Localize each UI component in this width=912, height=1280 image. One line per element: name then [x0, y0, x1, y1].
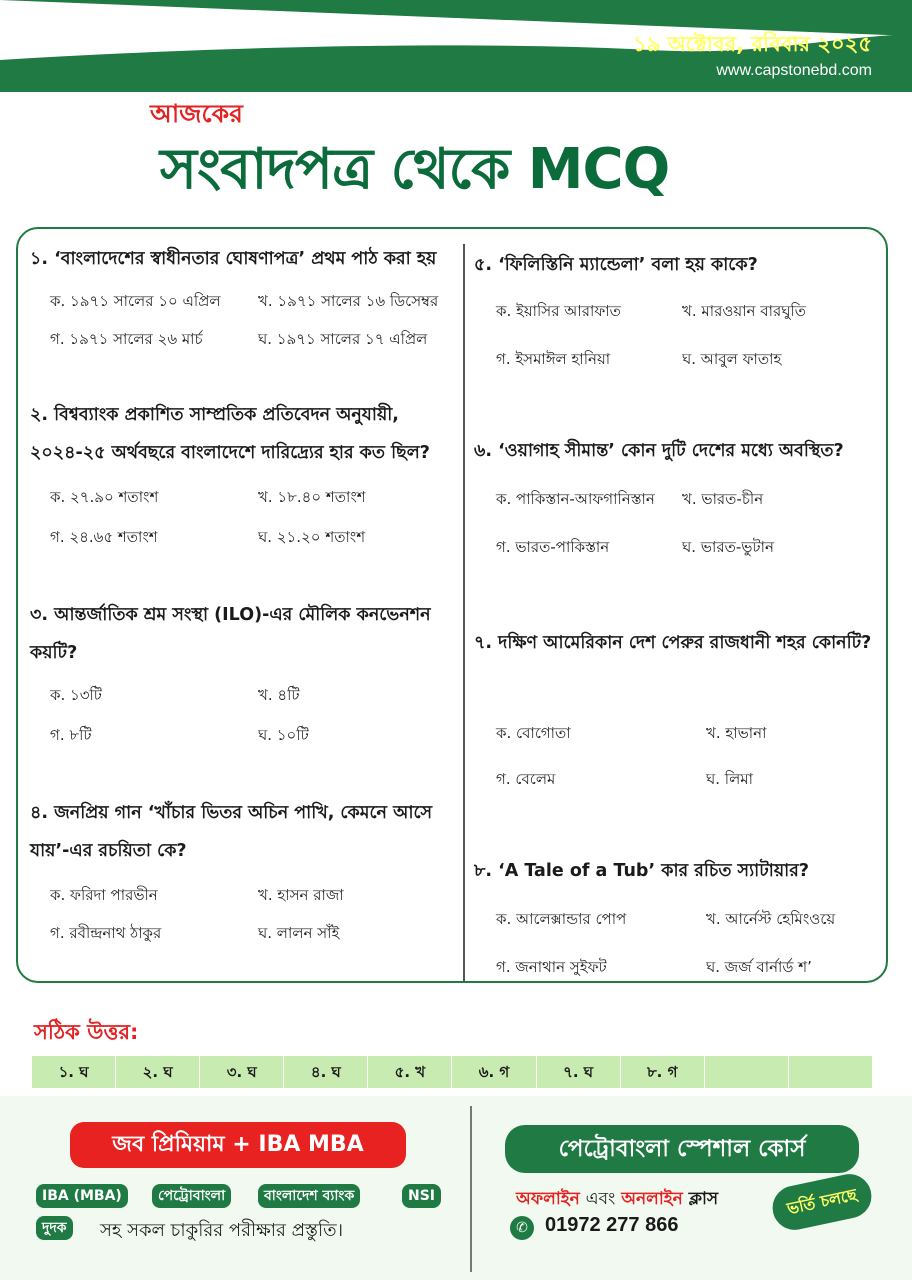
answer-cell: ৮. গ: [621, 1056, 705, 1088]
question-5: ৫. ‘ফিলিস্তিনি ম্যান্ডেলা’ বলা হয় কাকে?: [474, 255, 758, 275]
tag-nsi[interactable]: NSI: [402, 1184, 441, 1208]
class-label: ক্লাস: [688, 1189, 719, 1209]
q4-option-c[interactable]: গ. রবীন্দ্রনাথ ঠাকুর: [50, 924, 162, 942]
q2-option-d[interactable]: ঘ. ২১.২০ শতাংশ: [258, 528, 366, 546]
q4-option-a[interactable]: ক. ফরিদা পারভীন: [50, 886, 158, 904]
q8-option-b[interactable]: খ. আর্নেস্ট হেমিংওয়ে: [706, 910, 836, 928]
question-8: ৮. ‘A Tale of a Tub’ কার রচিত স্যাটায়ার?: [474, 861, 810, 881]
q4-option-d[interactable]: ঘ. লালন সাঁই: [258, 924, 340, 942]
tag-petrobangla[interactable]: পেট্রোবাংলা: [152, 1184, 231, 1208]
q3-option-c[interactable]: গ. ৮টি: [50, 726, 92, 744]
q7-option-d[interactable]: ঘ. লিমা: [706, 770, 753, 788]
answer-cell: ৬. গ: [452, 1056, 536, 1088]
class-mode-line: [516, 1186, 718, 1214]
answer-cell: ১. ঘ: [32, 1056, 116, 1088]
page-title: সংবাদপত্র থেকে MCQ: [160, 137, 670, 202]
tag-dudok[interactable]: দুদক: [36, 1216, 73, 1240]
q7-option-c[interactable]: গ. বেলেম: [496, 770, 556, 788]
q8-option-d[interactable]: ঘ. জর্জ বার্নার্ড শ’: [706, 958, 812, 976]
answer-cell: ৭. ঘ: [537, 1056, 621, 1088]
q5-option-a[interactable]: ক. ইয়াসির আরাফাত: [496, 302, 621, 320]
q3-option-a[interactable]: ক. ১৩টি: [50, 686, 102, 704]
brand-logo: CAPSTONE: [16, 8, 168, 38]
prep-text: সহ সকল চাকুরির পরীক্ষার প্রস্তুতি।: [100, 1220, 344, 1241]
q3-option-d[interactable]: ঘ. ১০টি: [258, 726, 309, 744]
q6-option-a[interactable]: ক. পাকিস্তান-আফগানিস্তান: [496, 490, 655, 508]
phone-icon: ✆: [510, 1216, 534, 1240]
q2-option-b[interactable]: খ. ১৮.৪০ শতাংশ: [258, 488, 366, 506]
q5-option-d[interactable]: ঘ. আবুল ফাতাহ: [682, 350, 782, 368]
answer-cell-empty: [789, 1056, 872, 1088]
column-divider: [463, 244, 465, 982]
answer-cell: ৫. খ: [368, 1056, 452, 1088]
q1-option-b[interactable]: খ. ১৯৭১ সালের ১৬ ডিসেম্বর: [258, 292, 439, 310]
tag-bangladesh-bank[interactable]: বাংলাদেশ ব্যাংক: [258, 1184, 360, 1208]
answers-row: [32, 1056, 872, 1088]
petrobangla-course-banner[interactable]: পেট্রোবাংলা স্পেশাল কোর্স: [505, 1125, 859, 1173]
question-6: ৬. ‘ওয়াগাহ সীমান্ত’ কোন দুটি দেশের মধ্যে অবস্থিত?: [474, 441, 844, 461]
phone-number[interactable]: 01972 277 866: [545, 1214, 679, 1236]
q4-option-b[interactable]: খ. হাসন রাজা: [258, 886, 344, 904]
question-7: ৭. দক্ষিণ আমেরিকান দেশ পেরুর রাজধানী শহর কোনটি?: [474, 633, 872, 653]
answer-cell: ২. ঘ: [116, 1056, 200, 1088]
question-3: ৩. আন্তর্জাতিক শ্রম সংস্থা (ILO)-এর মৌলিক কনভেনশন কয়টি?: [30, 605, 431, 663]
q1-option-c[interactable]: গ. ১৯৭১ সালের ২৬ মার্চ: [50, 330, 203, 348]
q7-option-b[interactable]: খ. হাভানা: [706, 724, 767, 742]
answer-cell: ৪. ঘ: [284, 1056, 368, 1088]
offline-label: অফলাইন: [516, 1189, 580, 1209]
date-label: ১৯ অক্টোবর, রবিবার ২০২৫: [633, 32, 872, 56]
question-2: ২. বিশ্বব্যাংক প্রকাশিত সাম্প্রতিক প্রতিবেদন অনুযায়ী, ২০২৪-২৫ অর্থবছরে বাংলাদেশে দারিদ্র্যের হার কত ছিল?: [30, 405, 430, 463]
q1-option-d[interactable]: ঘ. ১৯৭১ সালের ১৭ এপ্রিল: [258, 330, 428, 348]
q3-option-b[interactable]: খ. ৪টি: [258, 686, 300, 704]
answer-cell: ৩. ঘ: [200, 1056, 284, 1088]
and-label: এবং: [585, 1189, 616, 1209]
q8-option-a[interactable]: ক. আলেক্সান্ডার পোপ: [496, 910, 627, 928]
question-1: ১. ‘বাংলাদেশের স্বাধীনতার ঘোষণাপত্র’ প্রথম পাঠ করা হয়: [30, 249, 437, 269]
q6-option-b[interactable]: খ. ভারত-চীন: [682, 490, 764, 508]
q6-option-c[interactable]: গ. ভারত-পাকিস্তান: [496, 538, 610, 556]
q7-option-a[interactable]: ক. বোগোতা: [496, 724, 571, 742]
q2-option-c[interactable]: গ. ২৪.৬৫ শতাংশ: [50, 528, 158, 546]
answers-title: সঠিক উত্তর:: [34, 1020, 139, 1044]
q5-option-c[interactable]: গ. ইসমাঈল হানিয়া: [496, 350, 611, 368]
page-subtitle: আজকের: [150, 99, 243, 128]
question-4: ৪. জনপ্রিয় গান ‘খাঁচার ভিতর অচিন পাখি, কেমনে আসে যায়’-এর রচয়িতা কে?: [30, 803, 433, 861]
answer-cell-empty: [705, 1056, 789, 1088]
job-premium-banner[interactable]: জব প্রিমিয়াম + IBA MBA: [70, 1122, 406, 1168]
q8-option-c[interactable]: গ. জনাথান সুইফট: [496, 958, 607, 976]
q6-option-d[interactable]: ঘ. ভারত-ভুটান: [682, 538, 774, 556]
tag-iba-mba[interactable]: IBA (MBA): [36, 1184, 128, 1208]
footer-divider: [470, 1106, 472, 1272]
website-link[interactable]: www.capstonebd.com: [716, 62, 872, 79]
q1-option-a[interactable]: ক. ১৯৭১ সালের ১০ এপ্রিল: [50, 292, 221, 310]
admission-badge: ভর্তি চলছে: [769, 1170, 876, 1234]
online-label: অনলাইন: [621, 1189, 683, 1209]
q2-option-a[interactable]: ক. ২৭.৯০ শতাংশ: [50, 488, 159, 506]
q5-option-b[interactable]: খ. মারওয়ান বারঘুতি: [682, 302, 807, 320]
